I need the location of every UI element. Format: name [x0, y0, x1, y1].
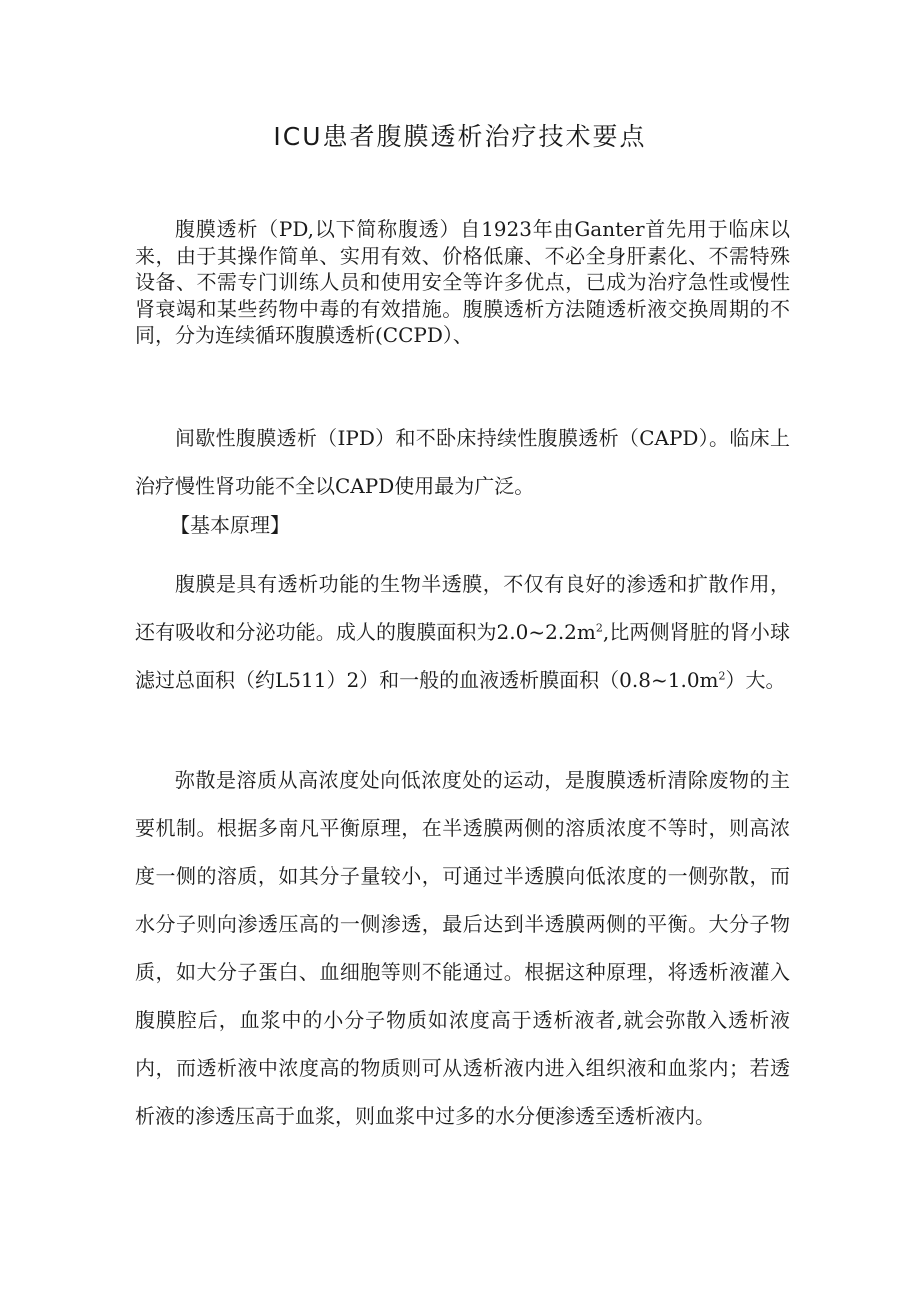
principle-text-2: ,比两侧肾脏的肾小球滤过总面积（约L511）2）和一般的血液透析膜面积（0.8~1.0m [135, 620, 790, 692]
principle-text-1: 腹膜是具有透析功能的生物半透膜，不仅有良好的渗透和扩散作用，还有吸收和分泌功能。成人的腹膜面积为2.0~2.2m [135, 572, 790, 644]
paragraph-dialysis-types: 间歇性腹膜透析（IPD）和不卧床持续性腹膜透析（CAPD）。临床上治疗慢性肾功能不全以CAPD使用最为广泛。 [135, 426, 790, 498]
section-heading-basic-principle: 【基本原理】 [170, 513, 290, 537]
paragraph-intro: 腹膜透析（PD,以下简称腹透）自1923年由Ganter首先用于临床以来，由于其操作简单、实用有效、价格低廉、不必全身肝素化、不需特殊设备、不需专门训练人员和使用安全等许多优点，已成为治疗急性或慢性肾衰竭和某些药物中毒的有效措施。腹膜透析方法随透析液交换周期的不同，分为连续循环腹膜透析(CCPD）、 [135, 217, 790, 348]
principle-text-3: ）大。 [725, 668, 786, 692]
document-title: ICU患者腹膜透析治疗技术要点 [273, 122, 647, 151]
paragraph-diffusion: 弥散是溶质从高浓度处向低浓度处的运动，是腹膜透析清除废物的主要机制。根据多南凡平衡原理，在半透膜两侧的溶质浓度不等时，则高浓度一侧的溶质，如其分子量较小，可通过半透膜向低浓度的一侧弥散，而水分子则向渗透压高的一侧渗透，最后达到半透膜两侧的平衡。大分子物质，如大分子蛋白、血细胞等则不能通过。根据这种原理，将透析液灌入腹膜腔后，血浆中的小分子物质如浓度高于透析液者,就会弥散入透析液内，而透析液中浓度高的物质则可从透析液内进入组织液和血浆内；若透析液的渗透压高于血浆，则血浆中过多的水分便渗透至透析液内。 [135, 768, 790, 1128]
superscript-square: 2 [595, 621, 603, 635]
paragraph-principle [135, 560, 790, 704]
superscript-square: 2 [718, 669, 726, 683]
